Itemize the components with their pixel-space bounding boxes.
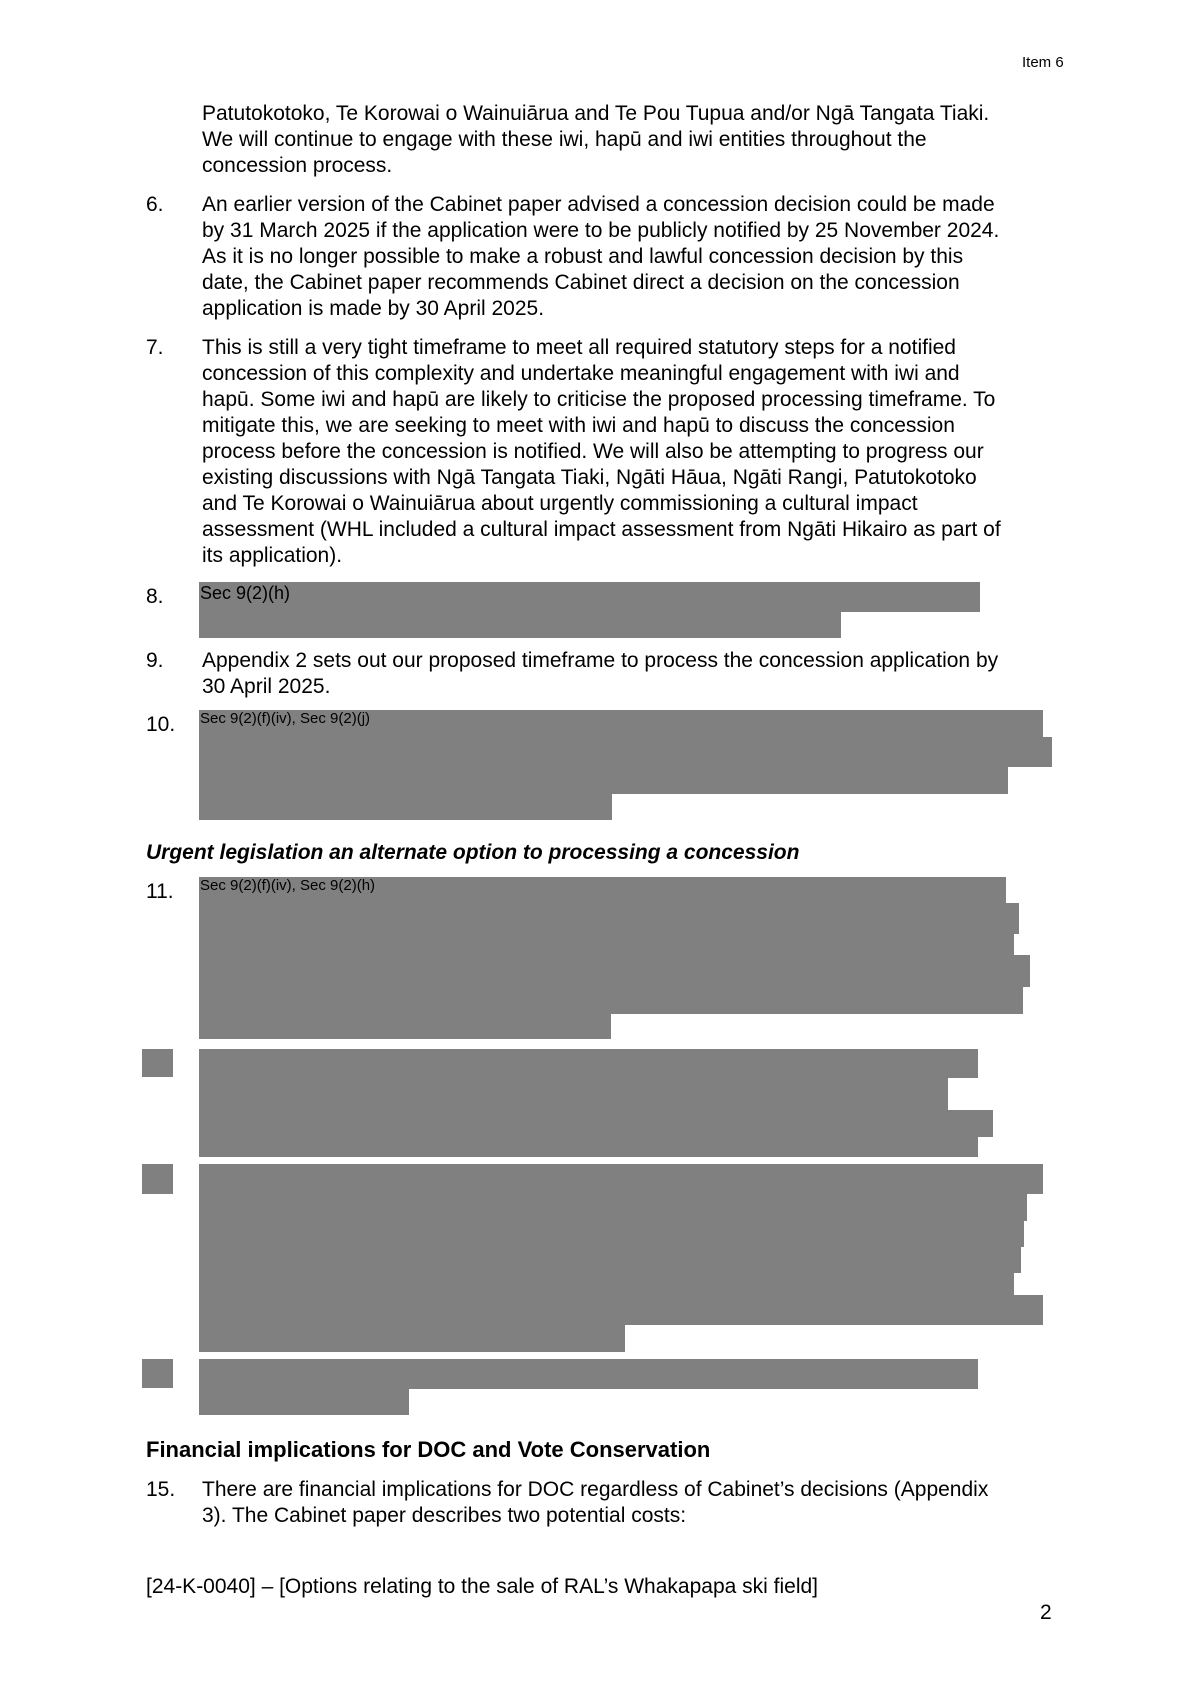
- text-line: application is made by 30 April 2025.: [202, 297, 545, 320]
- redaction-block: [199, 1220, 1024, 1247]
- redaction-block: [199, 1110, 993, 1137]
- redaction-block: [199, 582, 980, 612]
- text-line: assessment (WHL included a cultural impact assessment from Ngāti Hikairo as part of: [202, 518, 1001, 541]
- redaction-block: [199, 1136, 978, 1157]
- redaction-block: [199, 737, 1052, 767]
- text-line: concession of this complexity and undertake meaningful engagement with iwi and: [202, 362, 960, 385]
- item-label: Item 6: [1022, 54, 1064, 71]
- text-line: This is still a very tight timeframe to meet all required statutory steps for a notified: [202, 336, 956, 359]
- redaction-block: [199, 1164, 1043, 1194]
- text-line: its application).: [202, 544, 343, 567]
- paragraph-number: 15.: [146, 1478, 176, 1501]
- text-line: existing discussions with Ngā Tangata Tiaki, Ngāti Hāua, Ngāti Rangi, Patutokotoko: [202, 466, 977, 489]
- redaction-block: [199, 1295, 1043, 1325]
- redaction-block: [199, 1272, 1014, 1297]
- redaction-label: Sec 9(2)(f)(iv), Sec 9(2)(j): [200, 710, 371, 727]
- paragraph-number: 8.: [146, 585, 164, 608]
- redaction-block: [199, 1359, 978, 1389]
- footer-reference: [24-K-0040] – [Options relating to the sale of RAL’s Whakapapa ski field]: [146, 1575, 818, 1598]
- text-line: An earlier version of the Cabinet paper advised a concession decision could be made: [202, 193, 995, 216]
- redaction-block: [199, 766, 1008, 794]
- section-heading-urgent-legislation: Urgent legislation an alternate option to processing a concession: [146, 841, 800, 864]
- text-line: process before the concession is notified. We will also be attempting to progress our: [202, 440, 984, 463]
- redacted-paragraph-number: [142, 1164, 173, 1194]
- paragraph-number: 6.: [146, 193, 164, 216]
- text-line: There are financial implications for DOC regardless of Cabinet’s decisions (Appendix: [202, 1478, 989, 1501]
- paragraph-number: 9.: [146, 649, 164, 672]
- paragraph-number: 7.: [146, 336, 164, 359]
- text-line: concession process.: [202, 154, 393, 177]
- text-line: Patutokotoko, Te Korowai o Wainuiārua and Te Pou Tupua and/or Ngā Tangata Tiaki.: [202, 102, 990, 125]
- text-line: We will continue to engage with these iwi, hapū and iwi entities throughout the: [202, 128, 927, 151]
- text-line: 3). The Cabinet paper describes two potential costs:: [202, 1504, 687, 1527]
- text-line: by 31 March 2025 if the application were to be publicly notified by 25 November 2024.: [202, 219, 1000, 242]
- text-line: 30 April 2025.: [202, 675, 331, 698]
- text-line: Appendix 2 sets out our proposed timeframe to process the concession application by: [202, 649, 999, 672]
- text-line: and Te Korowai o Wainuiārua about urgently commissioning a cultural impact: [202, 492, 918, 515]
- text-line: As it is no longer possible to make a robust and lawful concession decision by this: [202, 245, 964, 268]
- redaction-block: [199, 955, 1030, 987]
- redaction-block: [199, 1246, 1021, 1273]
- redaction-block: [199, 933, 1014, 956]
- paragraph-number: 10.: [146, 713, 176, 736]
- redacted-paragraph-number: [142, 1049, 173, 1077]
- text-line: hapū. Some iwi and hapū are likely to criticise the proposed processing timeframe. To: [202, 388, 996, 411]
- redaction-block: [199, 986, 1023, 1014]
- redaction-block: [199, 1388, 409, 1415]
- redaction-block: [199, 1049, 978, 1078]
- page-number: 2: [1040, 1601, 1052, 1624]
- redacted-paragraph-number: [142, 1359, 173, 1388]
- redaction-label: Sec 9(2)(h): [200, 583, 291, 603]
- redaction-label: Sec 9(2)(f)(iv), Sec 9(2)(h): [200, 877, 376, 894]
- text-line: mitigate this, we are seeking to meet with iwi and hapū to discuss the concession: [202, 414, 955, 437]
- redaction-block: [199, 793, 612, 820]
- redaction-block: [199, 903, 1019, 934]
- redaction-block: [199, 1077, 948, 1111]
- redaction-block: [199, 1193, 1027, 1221]
- paragraph-number: 11.: [146, 880, 174, 903]
- section-heading-financial-implications: Financial implications for DOC and Vote Conservation: [146, 1437, 711, 1462]
- text-line: date, the Cabinet paper recommends Cabinet direct a decision on the concession: [202, 271, 960, 294]
- redaction-block: [199, 1013, 611, 1039]
- redaction-block: [199, 1323, 625, 1352]
- redaction-block: [199, 611, 841, 638]
